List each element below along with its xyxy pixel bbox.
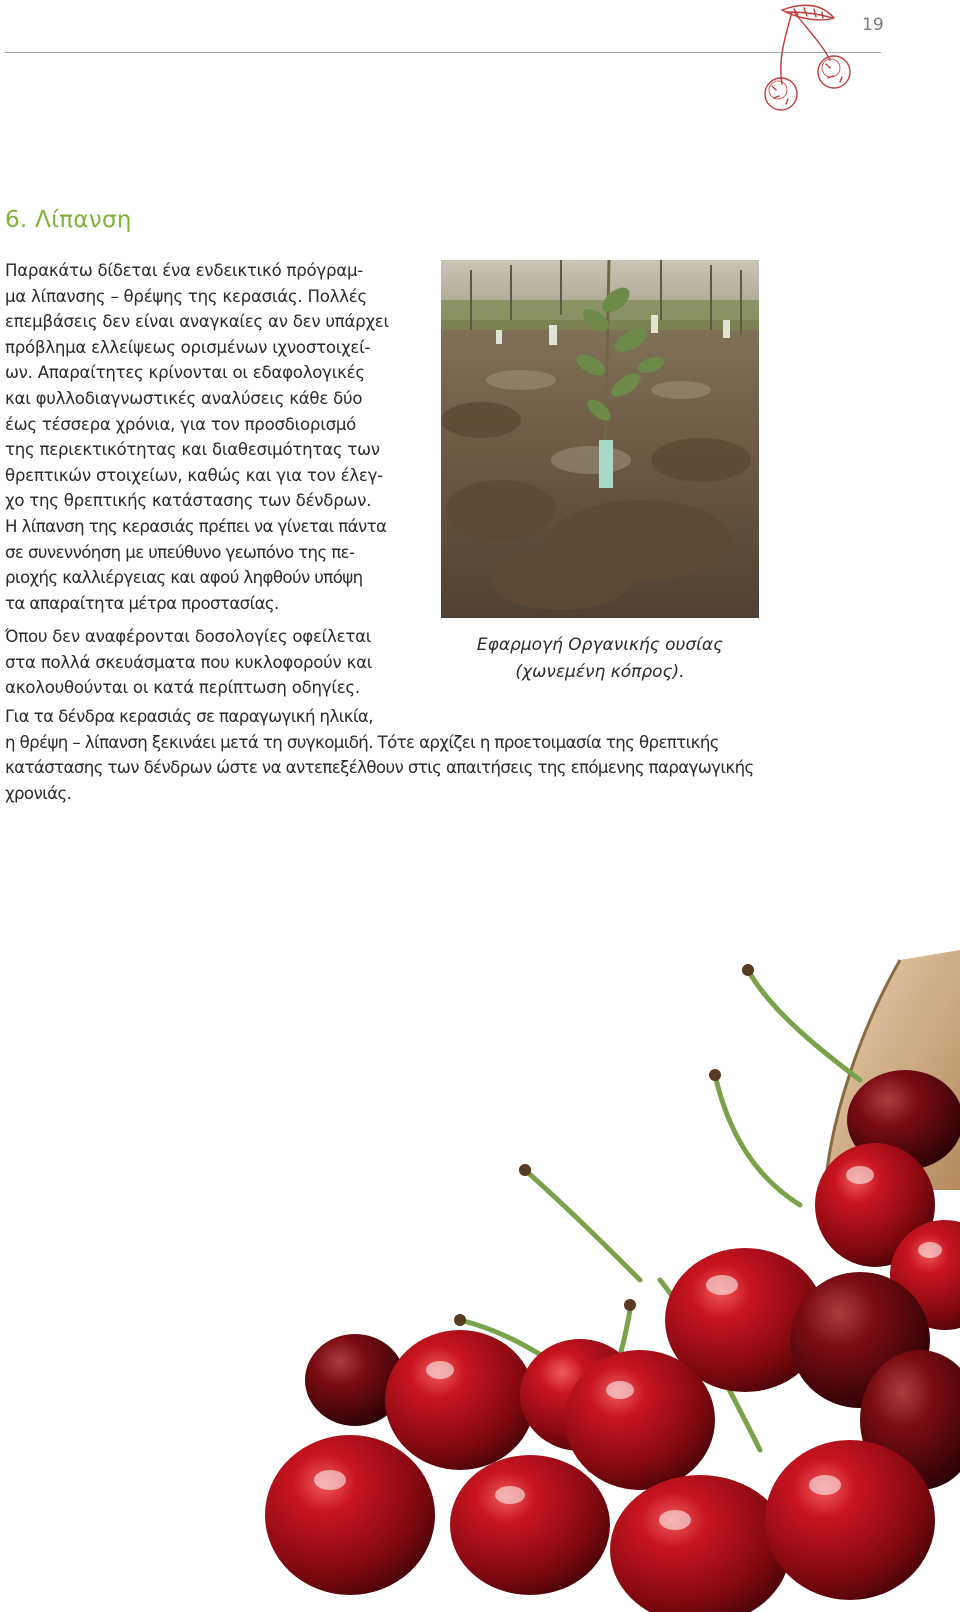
text-line: και φυλλοδιαγνωστικές αναλύσεις κάθε δύο xyxy=(5,388,363,408)
paragraph-intro xyxy=(5,258,389,514)
page-number: 19 xyxy=(862,15,884,35)
text-line: έως τέσσερα χρόνια, για τον προσδιορισμό xyxy=(5,414,357,434)
text-line: ακολουθούνται οι κατά περίπτωση οδηγίες. xyxy=(5,678,360,698)
text-line: Όπου δεν αναφέρονται δοσολογίες οφείλεται xyxy=(5,627,372,646)
text-line: στα πολλά σκευάσματα που κυκλοφορούν και xyxy=(5,652,373,672)
text-line: Παρακάτω δίδεται ένα ενδεικτικό πρόγραμ- xyxy=(5,261,364,280)
text-line: χο της θρεπτικής κατάστασης των δένδρων. xyxy=(5,491,372,511)
paragraph-consultation xyxy=(5,514,386,616)
orchard-photo xyxy=(441,260,759,618)
cherries-photo xyxy=(260,950,960,1612)
cherry-logo-icon xyxy=(764,0,876,114)
text-line: η θρέψη – λίπανση ξεκινάει μετά τη συγκομιδή. Τότε αρχίζει η προετοιμασία της θρεπτικής xyxy=(5,732,719,752)
text-line: της περιεκτικότητας και διαθεσιμότητας των xyxy=(5,440,380,460)
text-line: ων. Απαραίτητες κρίνονται οι εδαφολογικές xyxy=(5,363,365,383)
text-line: ριοχής καλλιέργειας και αφού ληφθούν υπόψη xyxy=(5,568,363,588)
paragraph-productive-trees xyxy=(5,704,754,806)
text-line: τα απαραίτητα μέτρα προστασίας. xyxy=(5,593,279,613)
text-line: χρονιάς. xyxy=(5,783,72,803)
caption-line: (χωνεμένη κόπρος). xyxy=(515,662,685,682)
text-line: σε συνεννόηση με υπεύθυνο γεωπόνο της πε- xyxy=(5,542,355,562)
text-line: θρεπτικών στοιχείων, καθώς και για τον έλεγ- xyxy=(5,465,383,485)
text-line: κατάστασης των δένδρων ώστε να αντεπεξέλθουν στις απαιτήσεις της επόμενης παραγωγικής xyxy=(5,758,754,778)
paragraph-dosage xyxy=(5,624,372,701)
figure-caption xyxy=(441,632,759,686)
text-line: Η λίπανση της κερασιάς πρέπει να γίνεται πάντα xyxy=(5,517,387,536)
section-title: 6. Λίπανση xyxy=(5,207,132,233)
text-line: πρόβλημα ελλείψεως ορισμένων ιχνοστοιχεί- xyxy=(5,337,371,357)
text-line: Για τα δένδρα κερασιάς σε παραγωγική ηλικία, xyxy=(5,707,373,726)
header-rule xyxy=(5,52,881,53)
caption-line: Εφαρμογή Οργανικής ουσίας xyxy=(476,635,724,655)
text-line: μα λίπανσης – θρέψης της κερασιάς. Πολλές xyxy=(5,286,367,306)
text-line: επεμβάσεις δεν είναι αναγκαίες αν δεν υπάρχει xyxy=(5,312,389,332)
